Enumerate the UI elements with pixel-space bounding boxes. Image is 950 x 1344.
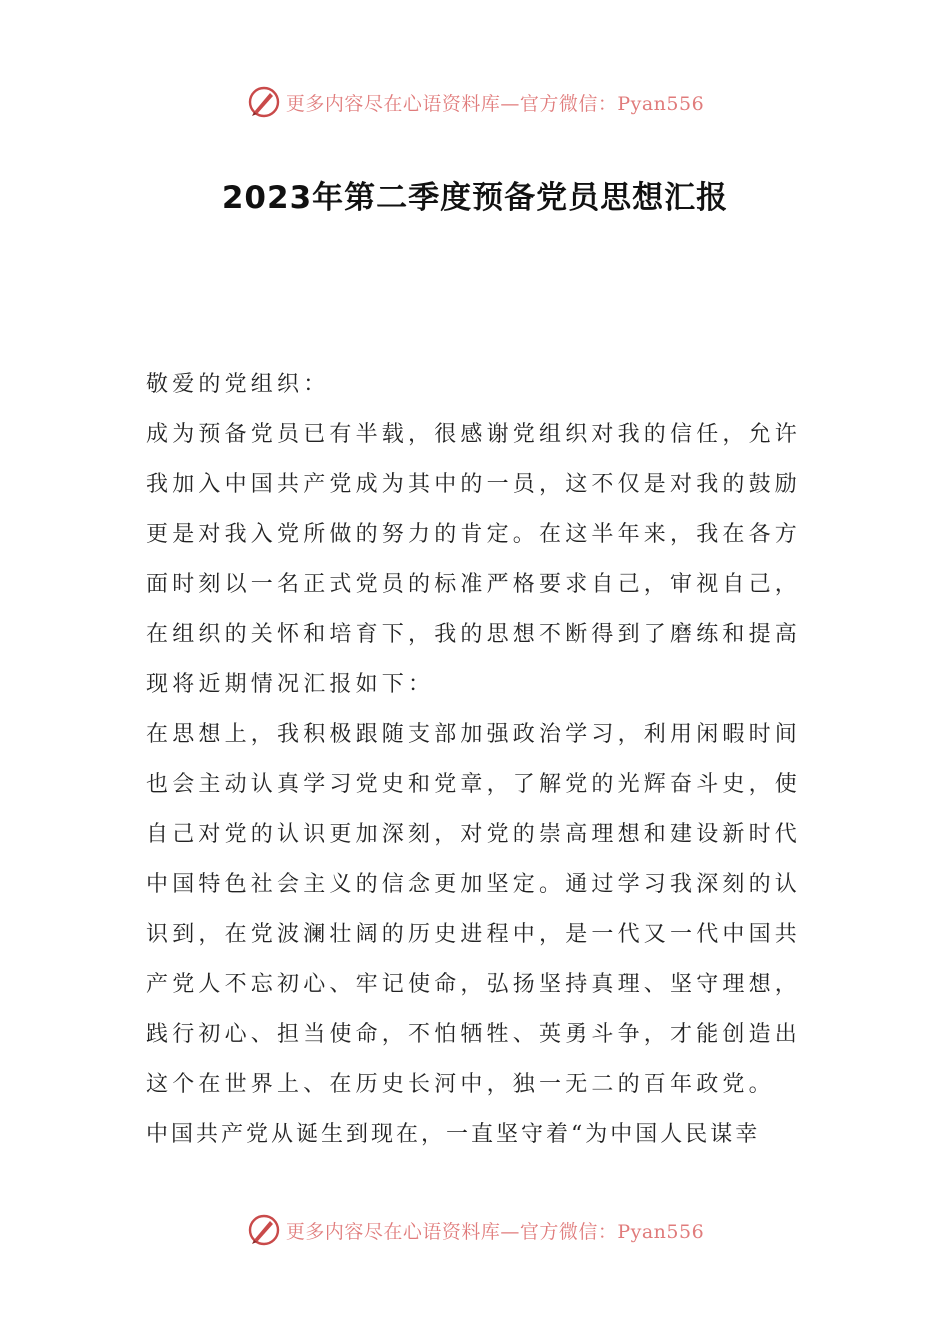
body-line: 这个在世界上、在历史长河中，独一无二的百年政党。 bbox=[146, 1072, 775, 1097]
body-line: 更是对我入党所做的努力的肯定。在这半年来，我在各方 bbox=[146, 522, 802, 547]
body-line: 践行初心、担当使命，不怕牺牲、英勇斗争，才能创造出 bbox=[146, 1022, 802, 1047]
header-watermark bbox=[0, 80, 950, 124]
body-line: 现将近期情况汇报如下： bbox=[146, 672, 435, 697]
body-line: 也会主动认真学习党史和党章，了解党的光辉奋斗史，使 bbox=[146, 772, 802, 797]
body-line: 我加入中国共产党成为其中的一员，这不仅是对我的鼓励 bbox=[146, 472, 802, 497]
watermark-text: 更多内容尽在心语资料库—官方微信：Pyan556 bbox=[285, 92, 705, 115]
footer-watermark bbox=[0, 1208, 950, 1252]
body-line: 产党人不忘初心、牢记使命，弘扬坚持真理、坚守理想， bbox=[146, 972, 802, 997]
watermark-text: 更多内容尽在心语资料库—官方微信：Pyan556 bbox=[285, 1220, 705, 1243]
body-line: 在组织的关怀和培育下，我的思想不断得到了磨练和提高 bbox=[146, 622, 802, 647]
body-line: 面时刻以一名正式党员的标准严格要求自己，审视自己， bbox=[146, 572, 802, 597]
body-line: 中国共产党从诞生到现在，一直坚守着“为中国人民谋幸 bbox=[146, 1122, 761, 1147]
pen-logo-icon bbox=[246, 84, 282, 120]
body-line: 在思想上，我积极跟随支部加强政治学习，利用闲暇时间 bbox=[146, 722, 802, 747]
document-body bbox=[146, 360, 806, 1160]
body-line: 中国特色社会主义的信念更加坚定。通过学习我深刻的认 bbox=[146, 872, 802, 897]
body-line: 识到，在党波澜壮阔的历史进程中，是一代又一代中国共 bbox=[146, 922, 802, 947]
body-line: 成为预备党员已有半载，很感谢党组织对我的信任，允许 bbox=[146, 422, 802, 447]
body-line: 自己对党的认识更加深刻，对党的崇高理想和建设新时代 bbox=[146, 822, 802, 847]
document-title: 2023年第二季度预备党员思想汇报 bbox=[221, 180, 729, 216]
pen-logo-icon bbox=[246, 1212, 282, 1248]
body-line: 敬爱的党组织： bbox=[146, 372, 330, 397]
